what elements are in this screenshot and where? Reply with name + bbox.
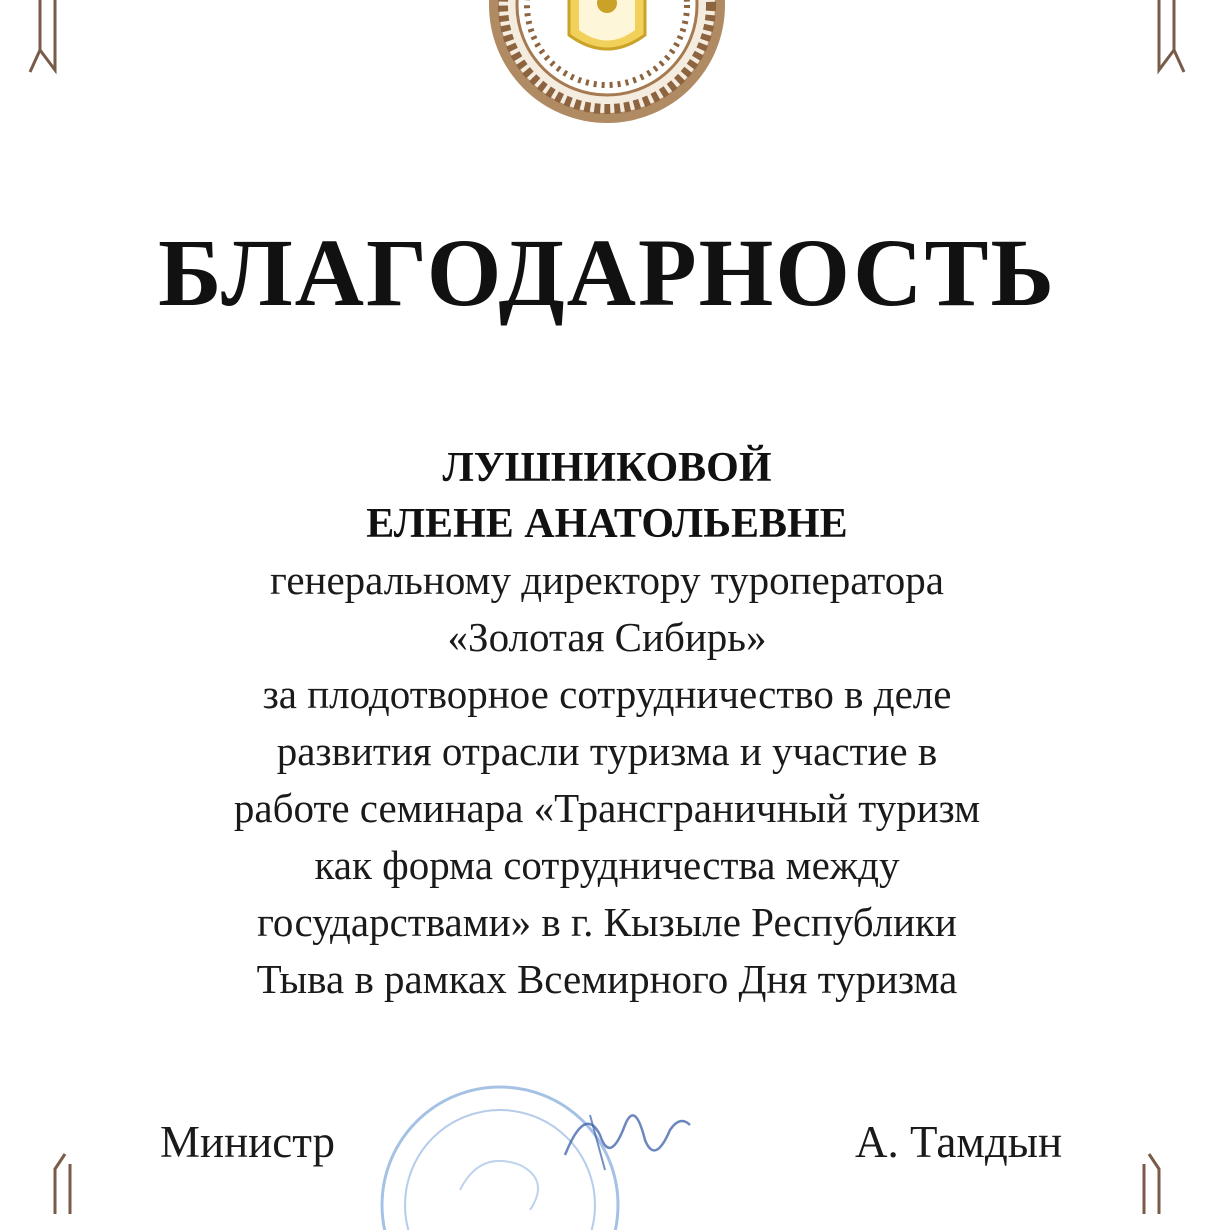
recipient-block <box>0 440 1214 1008</box>
handwritten-signature <box>555 1095 695 1175</box>
document-title: БЛАГОДАРНОСТЬ <box>158 219 1056 326</box>
body-line: как форма сотрудничества между <box>314 842 900 888</box>
corner-ornament-bottom-left <box>0 1124 90 1214</box>
corner-ornament-top-right <box>1124 0 1214 90</box>
body-line: развития отрасли туризма и участие в <box>276 728 938 774</box>
body-line: Тыва в рамках Всемирного Дня туризма <box>256 956 958 1002</box>
signer-name: А. Тамдын <box>855 1117 1063 1167</box>
recipient-given-names: ЕЛЕНЕ АНАТОЛЬЕВНЕ <box>366 501 848 547</box>
body-line: «Золотая Сибирь» <box>447 614 767 660</box>
coat-of-arms-emblem <box>487 0 727 125</box>
recipient-surname: ЛУШНИКОВОЙ <box>442 445 772 491</box>
body-line: государствами» в г. Кызыле Республики <box>257 899 957 945</box>
body-line: работе семинара «Трансграничный туризм <box>233 785 981 831</box>
corner-ornament-bottom-right <box>1124 1124 1214 1214</box>
corner-ornament-top-left <box>0 0 90 90</box>
signer-position: Министр <box>160 1117 335 1167</box>
body-line: генеральному директору туроператора <box>270 557 944 603</box>
body-line: за плодотворное сотрудничество в деле <box>262 671 952 717</box>
